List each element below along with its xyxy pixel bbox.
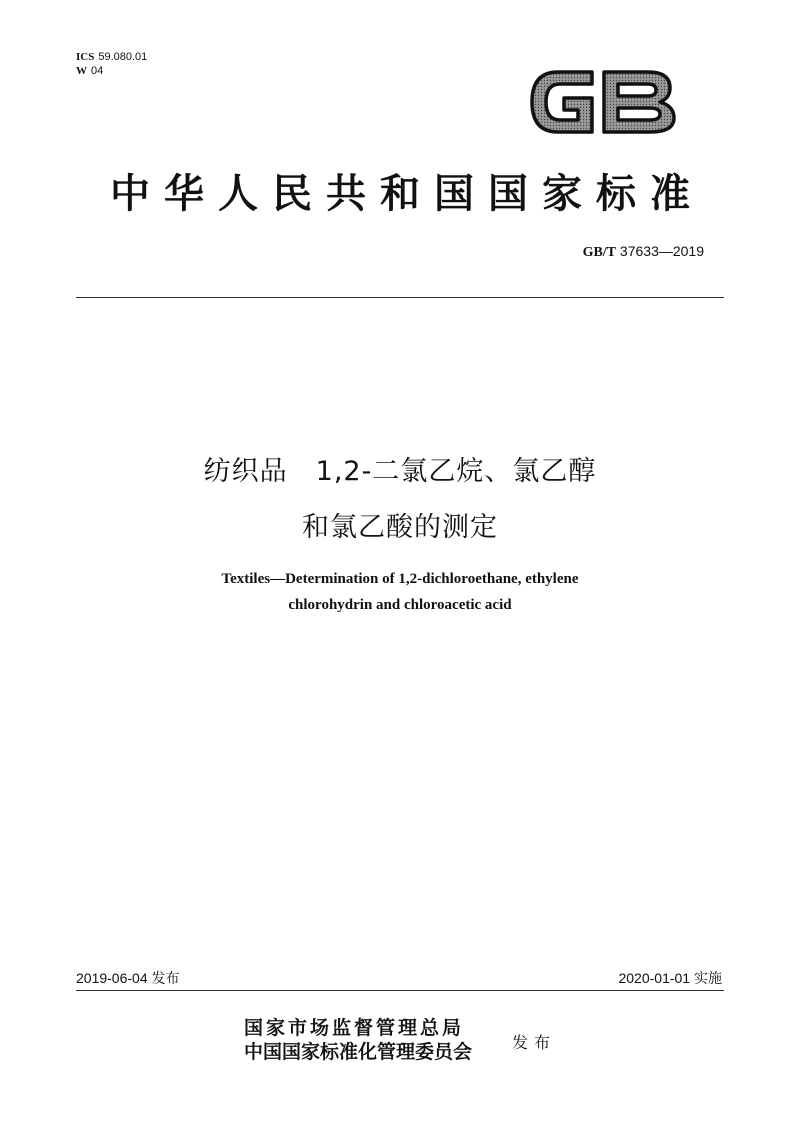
issue-date: 2019-06-04 发布 xyxy=(76,970,180,986)
issue-action: 发布 xyxy=(512,1033,557,1052)
national-standard-title: 中华人民共和国国家标准 xyxy=(110,170,704,217)
standard-prefix: GB/T xyxy=(582,245,617,260)
ics-value: 59.080.01 xyxy=(98,51,148,63)
standard-number xyxy=(583,243,704,261)
footer-divider xyxy=(76,990,724,991)
issuing-authorities xyxy=(244,1016,472,1064)
ccs-code xyxy=(76,64,147,78)
title-en-line1: Textiles—Determination of 1,2-dichloroethane, ethylene xyxy=(221,571,579,587)
ccs-label: W xyxy=(76,65,87,77)
ics-code xyxy=(76,50,147,64)
header-divider xyxy=(76,297,724,298)
issuer-sac: 中国国家标准化管理委员会 xyxy=(244,1041,473,1063)
ccs-value: 04 xyxy=(91,65,104,77)
gb-logo-icon xyxy=(522,58,682,150)
title-cn-line1: 纺织品 1,2-二氯乙烷、氯乙醇 xyxy=(203,456,597,487)
issuer-samr: 国家市场监督管理总局 xyxy=(244,1017,465,1039)
ics-label: ICS xyxy=(76,51,95,63)
implementation-date: 2020-01-01 实施 xyxy=(618,970,722,986)
standard-number-value: 37633—2019 xyxy=(619,243,704,259)
classification-codes xyxy=(76,50,147,78)
title-cn-line2: 和氯乙酸的测定 xyxy=(302,512,498,543)
title-en-line2: chlorohydrin and chloroacetic acid xyxy=(288,597,512,613)
